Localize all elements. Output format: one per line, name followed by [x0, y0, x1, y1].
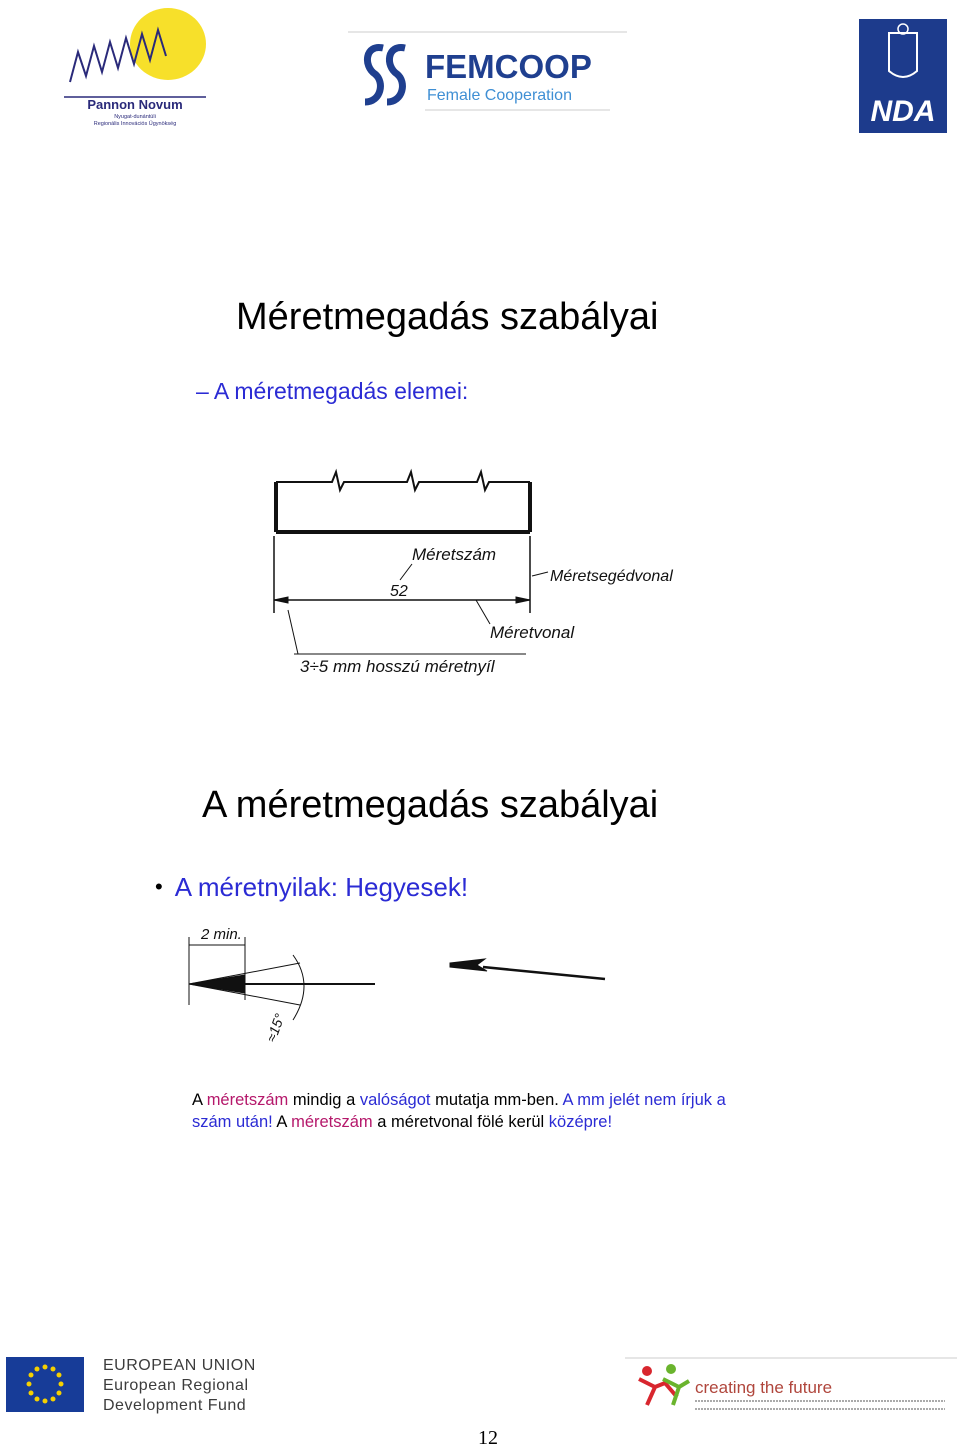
femcoop-logo: [345, 30, 630, 115]
nda-logo: [859, 19, 947, 133]
dimension-value: 52: [390, 583, 408, 600]
bullet-icon: •: [155, 874, 163, 899]
eu-line-1: EUROPEAN UNION: [103, 1357, 256, 1374]
angle-label: ≈15°: [262, 1011, 288, 1045]
femcoop-title: FEMCOOP: [425, 48, 592, 85]
eu-line-2: European Regional: [103, 1377, 249, 1394]
ctf-slogan: creating the future: [695, 1378, 833, 1397]
min-label: 2 min.: [201, 926, 242, 943]
arrow-rule-bullet: [155, 872, 468, 903]
rule-paragraph: [192, 1089, 732, 1133]
meretsegedvonal-label: Méretsegédvonal: [550, 568, 673, 585]
svg-text:Nyugat-dunántúli: Nyugat-dunántúli: [114, 114, 156, 120]
section1-subheading: – A méretmegadás elemei:: [196, 378, 469, 404]
section1-title: Méretmegadás szabályai: [236, 296, 659, 338]
arrow-rule-text: A méretnyilak: Hegyesek!: [174, 872, 469, 902]
para-text-4: A: [272, 1113, 292, 1131]
femcoop-subtitle: Female Cooperation: [427, 87, 572, 104]
creating-the-future-logo: [625, 1357, 957, 1417]
para-highlight-meretszam-2: méretszám: [291, 1113, 373, 1131]
meretszam-label: Méretszám: [412, 545, 497, 564]
para-highlight-kozepre: középre!: [548, 1113, 613, 1131]
para-text-1: A: [192, 1091, 207, 1109]
para-highlight-valosagot: valóságot: [359, 1091, 431, 1109]
para-text-2: mindig a: [288, 1091, 360, 1109]
meretnyil-label: 3÷5 mm hosszú méretnyíl: [300, 657, 495, 676]
para-highlight-mm-rule: A mm jelét nem írjuk a szám után!: [192, 1091, 726, 1131]
eu-fund-label: [103, 1356, 256, 1416]
para-highlight-meretszam-1: méretszám: [206, 1091, 289, 1109]
eu-flag-icon: [6, 1357, 84, 1412]
page-number: 12: [478, 1427, 498, 1449]
section2-title: A méretmegadás szabályai: [202, 784, 659, 826]
para-text-3: mutatja mm-ben.: [430, 1091, 563, 1109]
pannon-logo-title: Pannon Novum: [87, 97, 183, 112]
nda-logo-text: NDA: [870, 95, 936, 128]
dimension-elements-figure: [262, 448, 732, 698]
pannon-novum-logo: [60, 2, 210, 130]
meretvonal-label: Méretvonal: [490, 623, 575, 642]
eu-line-3: Development Fund: [103, 1397, 247, 1414]
para-text-5: a méretvonal fölé kerül: [372, 1113, 549, 1131]
svg-text:Regionális Innovációs Ügynöksé: Regionális Innovációs Ügynökség: [93, 121, 177, 127]
arrowhead-figure: [165, 915, 650, 1060]
